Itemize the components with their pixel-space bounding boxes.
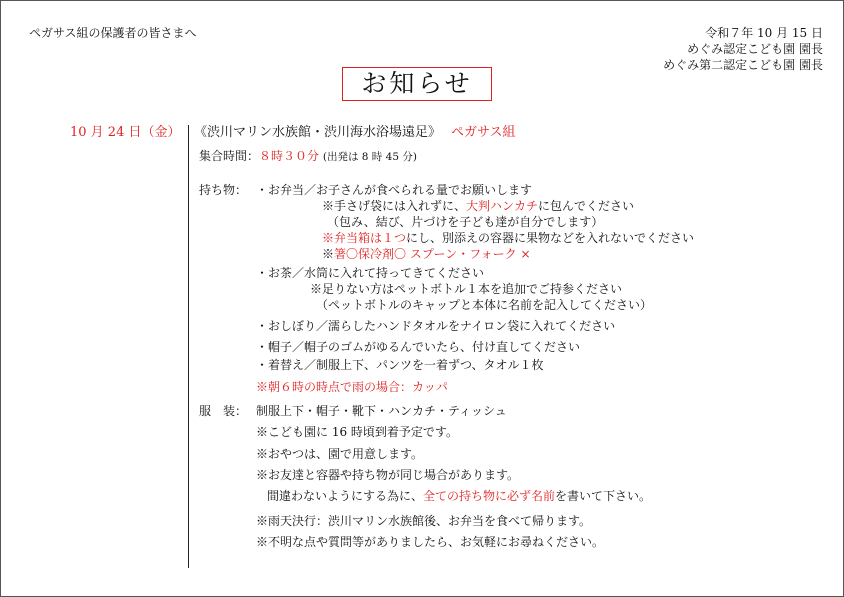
organization-line-1: めぐみ認定こども園 園長 <box>687 42 823 56</box>
belongings-tea: ・お茶／水筒に入れて持ってきてください <box>256 266 485 280</box>
bento-note-3-mark: ※ <box>322 231 335 245</box>
vertical-divider <box>188 125 189 568</box>
name-note-tail: を書いて下さい。 <box>555 489 652 503</box>
meeting-label: 集合時間： <box>199 149 260 163</box>
issue-date: 令和７年 10 月 15 日 <box>705 26 823 40</box>
organization-line-2: めぐみ第二認定こども園 園長 <box>663 58 823 72</box>
clothing-label: 服 装： <box>199 404 248 418</box>
meeting-time: ８時３０分 <box>259 149 320 163</box>
clothing-items: 制服上下・帽子・靴下・ハンカチ・ティッシュ <box>256 404 507 418</box>
bento-note-1 <box>322 198 634 214</box>
belongings-towel: ・おしぼり／濡らしたハンドタオルをナイロン袋に入れてください <box>256 319 616 333</box>
belongings-label: 持ち物： <box>199 183 248 197</box>
meeting-note: (出発は 8 時 45 分) <box>322 151 417 163</box>
bento-note-4-highlight: 箸〇保冷剤〇 スプーン・フォーク × <box>334 247 531 261</box>
questions-note: ※不明な点や質問等がありましたら、お気軽にお尋ねください。 <box>256 535 605 549</box>
same-items-note: ※お友達と容器や持ち物が同じ場合があります。 <box>256 468 520 482</box>
bento-note-1-text: ※手さげ袋には入れずに、 <box>322 199 467 213</box>
tea-note-1: ※足りない方はペットボトル１本を追加でご持参ください <box>310 282 623 296</box>
name-label-note <box>267 488 651 504</box>
bento-note-3-tail: にし、別添えの容器に果物などを入れないでください <box>406 231 695 245</box>
belongings-change: ・着替え／制服上下、パンツを一着ずつ、タオル１枚 <box>256 358 544 372</box>
bento-note-2: （包み、結び、片づけを子ども達が自分でします） <box>327 215 604 229</box>
snack-note: ※おやつは、園で用意します。 <box>256 447 424 461</box>
rain-note: ※朝６時の時点で雨の場合：カッパ <box>256 380 448 394</box>
bento-note-4-mark: ※ <box>322 247 335 261</box>
name-note-text: 間違わないようにする為に、 <box>267 489 424 503</box>
bento-note-3 <box>322 230 694 246</box>
bento-note-3-highlight: 弁当箱は１つ <box>334 231 407 245</box>
bento-note-1-tail: に包んでください <box>538 199 635 213</box>
page-title: お知らせ <box>342 67 492 101</box>
bento-note-1-highlight: 大判ハンカチ <box>466 199 539 213</box>
event-heading <box>194 125 516 141</box>
name-note-highlight: 全ての持ち物に必ず名前 <box>423 489 556 503</box>
belongings-bento: ・お弁当／お子さんが食べられる量でお願いします <box>256 183 533 197</box>
arrival-note: ※こども園に 16 時頃到着予定です。 <box>256 425 458 439</box>
tea-note-2: （ペットボトルのキャップと本体に名前を記入してください） <box>316 298 653 312</box>
rainy-day-note: ※雨天決行：渋川マリン水族館後、お弁当を食べて帰ります。 <box>256 514 592 528</box>
recipient-line: ペガサス組の保護者の皆さまへ <box>29 26 197 40</box>
bento-note-4 <box>322 246 531 262</box>
belongings-hat: ・帽子／帽子のゴムがゆるんでいたら、付け直してください <box>256 340 581 354</box>
meeting-time-line <box>199 148 417 165</box>
event-group: ペガサス組 <box>451 125 516 140</box>
event-name: 《渋川マリン水族館・渋川海水浴場遠足》 <box>194 125 442 140</box>
event-date: 10 月 24 日（金） <box>70 125 181 140</box>
